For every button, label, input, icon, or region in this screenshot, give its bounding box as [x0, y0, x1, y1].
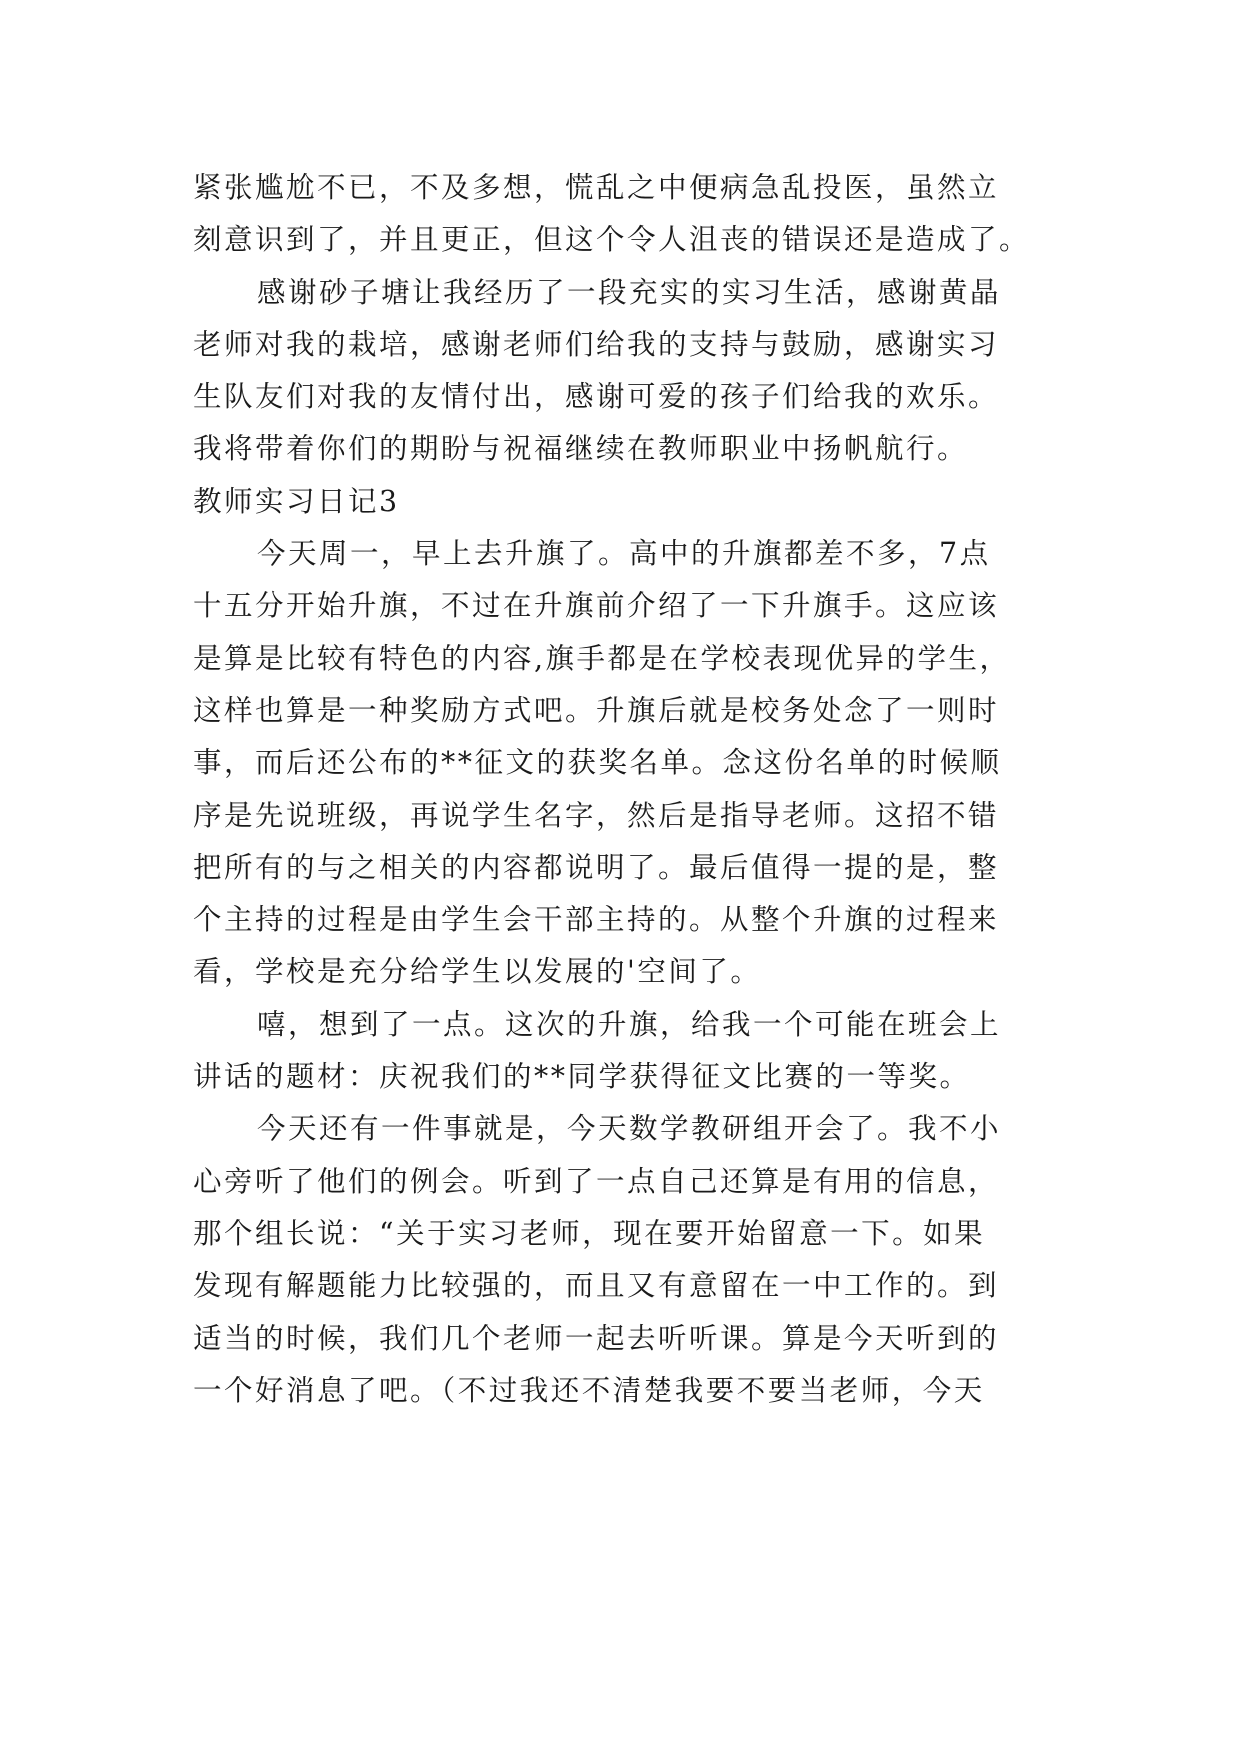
paragraph-first-line: 今天还有一件事就是，今天数学教研组开会了。我不小 [257, 1112, 1002, 1146]
text-line: 一个好消息了吧。（不过我还不清楚我要不要当老师，今天 [193, 1373, 985, 1407]
section-heading: 教师实习日记3 [193, 484, 400, 518]
text-line: 事，而后还公布的**征文的获奖名单。念这份名单的时候顺 [193, 746, 1002, 780]
text-line: 心旁听了他们的例会。听到了一点自己还算是有用的信息， [193, 1164, 1000, 1198]
paragraph-first-line: 感谢砂子塘让我经历了一段充实的实习生活，感谢黄晶 [257, 275, 1002, 309]
text-line: 适当的时候，我们几个老师一起去听听课。算是今天听到的 [193, 1321, 1000, 1355]
paragraph-first-line: 嘻，想到了一点。这次的升旗，给我一个可能在班会上 [257, 1007, 1002, 1041]
text-line: 那个组长说：“关于实习老师，现在要开始留意一下。如果 [193, 1216, 986, 1250]
text-line: 生队友们对我的友情付出，感谢可爱的孩子们给我的欢乐。 [193, 380, 1000, 414]
text-line: 这样也算是一种奖励方式吧。升旗后就是校务处念了一则时 [193, 693, 1000, 727]
text-line: 老师对我的栽培，感谢老师们给我的支持与鼓励，感谢实习 [193, 327, 1000, 361]
text-line: 看，学校是充分给学生以发展的'空间了。 [193, 955, 762, 989]
text-line: 紧张尴尬不已，不及多想，慌乱之中便病急乱投医，虽然立 [193, 171, 1000, 204]
body-text [193, 162, 1053, 1417]
paragraph-first-line: 今天周一，早上去升旗了。高中的升旗都差不多，7点 [257, 537, 991, 571]
text-line: 发现有解题能力比较强的，而且又有意留在一中工作的。到 [193, 1269, 1000, 1303]
text-line: 序是先说班级，再说学生名字，然后是指导老师。这招不错 [193, 798, 1000, 832]
text-line: 把所有的与之相关的内容都说明了。最后值得一提的是，整 [193, 850, 1000, 884]
text-line: 是算是比较有特色的内容,旗手都是在学校表现优异的学生， [193, 641, 1011, 675]
text-line: 十五分开始升旗，不过在升旗前介绍了一下升旗手。这应该 [193, 589, 1000, 623]
text-line: 讲话的题材：庆祝我们的**同学获得征文比赛的一等奖。 [193, 1060, 971, 1094]
text-line: 刻意识到了，并且更正，但这个令人沮丧的错误还是造成了。 [193, 223, 1031, 257]
text-line: 我将带着你们的期盼与祝福继续在教师职业中扬帆航行。 [193, 432, 969, 466]
text-line: 个主持的过程是由学生会干部主持的。从整个升旗的过程来 [193, 903, 1000, 937]
